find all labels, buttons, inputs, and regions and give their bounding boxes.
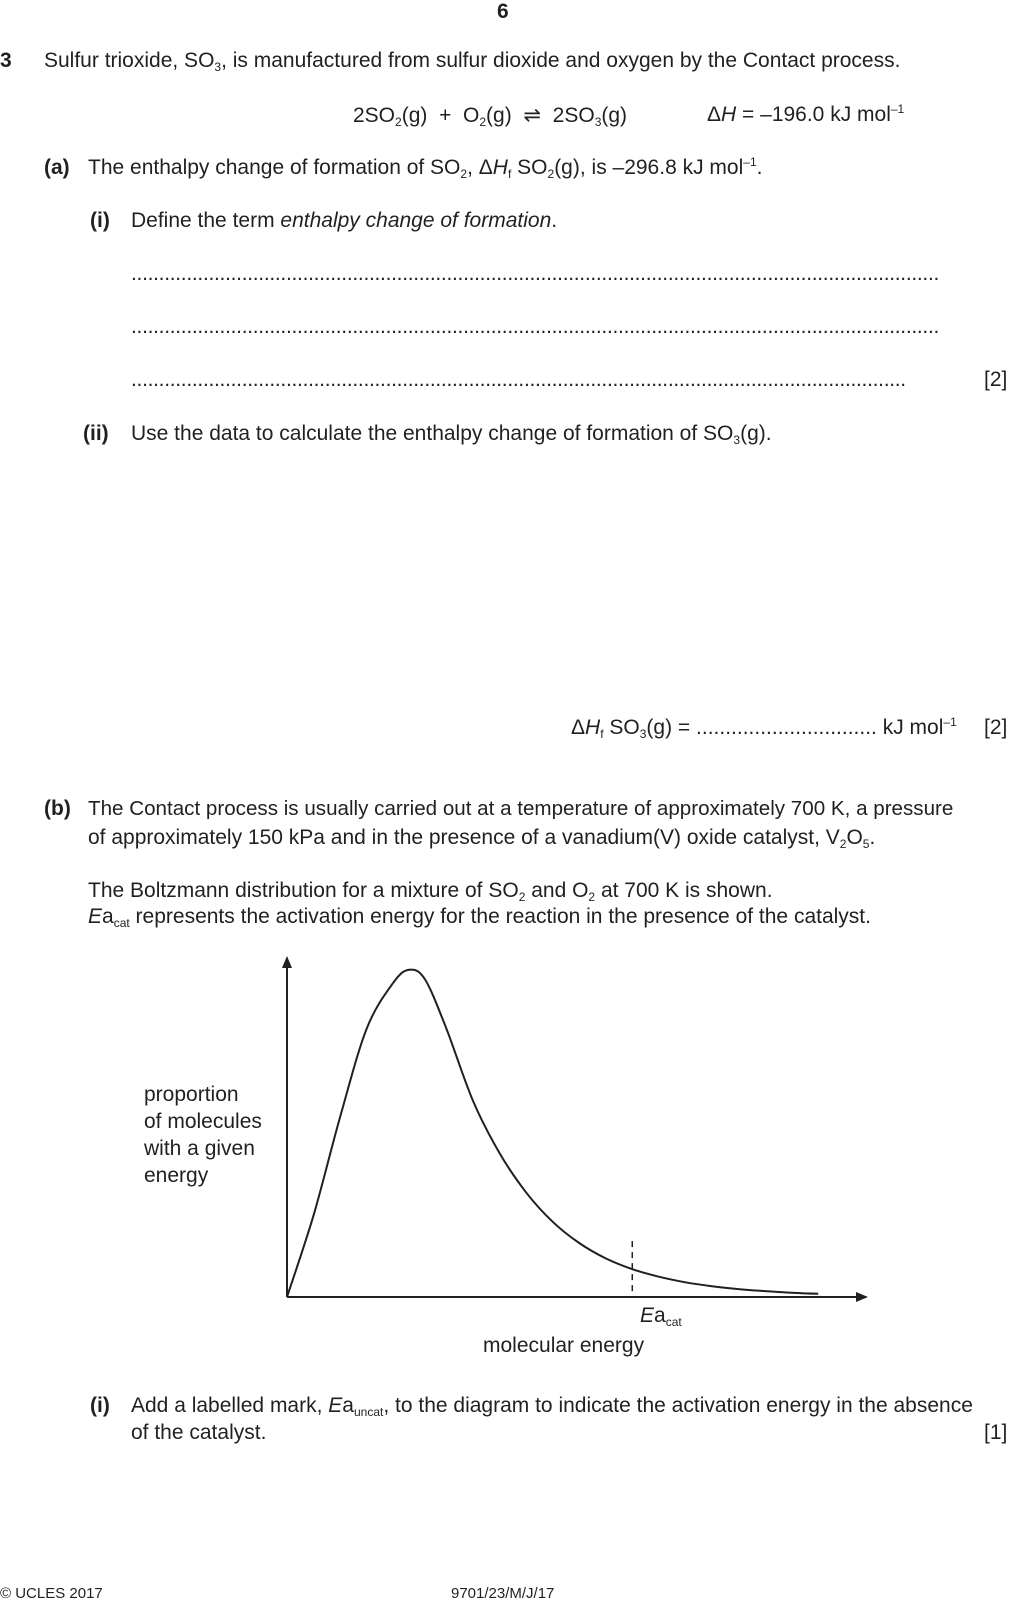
y-axis-label: proportion of molecules with a given energy [144,1083,262,1187]
enthalpy-value: ΔH = –196.0 kJ mol$^{-1}$ [707,102,905,126]
part-a-i-question: Define the term enthalpy change of formation. [131,209,558,232]
part-a-ii-label: (ii) [83,422,109,445]
part-a-stem: The enthalpy change of formation of $SO_2$, $\Delta H_f$ $SO_2(g)$, is –296.8 kJ mol$^{-1}$. [88,155,763,181]
part-b-label: (b) [44,797,71,820]
part-a-label: (a) [44,156,70,179]
part-b-line-2: of approximately 150 kPa and in the presence of a vanadium(V) oxide catalyst, $V_2O_5$. [88,826,876,851]
footer-paper-code: 9701/23/M/J/17 [451,1585,555,1602]
part-a-i-label: (i) [90,209,110,232]
reaction-equation: $2SO_2(g) + O_2(g)$ ⇌ $2SO_3(g)$ [353,104,628,129]
page-number: 6 [497,0,509,23]
part-b-line-1: The Contact process is usually carried out at a temperature of approximately 700 K, a pressure [88,797,954,820]
distribution-curve [287,970,818,1297]
part-b-i-label: (i) [90,1394,110,1417]
answer-line-2[interactable]: .................................................................................................................................................. [131,315,940,338]
ea-definition: $Ea_{cat}$ represents the activation energy for the reaction in the presence of the catalyst. [88,905,871,930]
part-b-i-question: Add a labelled mark, $Ea_{uncat}$, to the diagram to indicate the activation energy in the absence [131,1394,973,1419]
part-a-ii-answer-line[interactable]: $\Delta H_f$ $SO_3(g)$ = ............................... kJ mol$^{-1}$ [571,715,957,741]
answer-line-3[interactable]: ............................................................................................................................................ [131,368,906,391]
question-number: 3 [0,49,12,72]
part-b-i-question-line-2: of the catalyst. [131,1421,267,1444]
x-axis-label: molecular energy [483,1334,645,1357]
marks-a-ii: [2] [984,716,1008,739]
ea-cat-label: $Ea_{cat}$ [640,1304,682,1329]
answer-line-1[interactable]: .................................................................................................................................................. [131,262,940,285]
footer-copyright: © UCLES 2017 [0,1585,103,1602]
part-a-ii-question: Use the data to calculate the enthalpy change of formation of $SO_3(g)$. [131,422,772,447]
marks-b-i: [1] [984,1421,1008,1444]
equilibrium-arrow-icon: ⇌ [523,104,541,127]
question-intro: Sulfur trioxide, $SO_3$, is manufactured from sulfur dioxide and oxygen by the Contact process. [44,49,901,74]
marks-a-i: [2] [984,368,1008,391]
boltzmann-intro: The Boltzmann distribution for a mixture of $SO_2$ and $O_2$ at 700 K is shown. [88,879,773,904]
